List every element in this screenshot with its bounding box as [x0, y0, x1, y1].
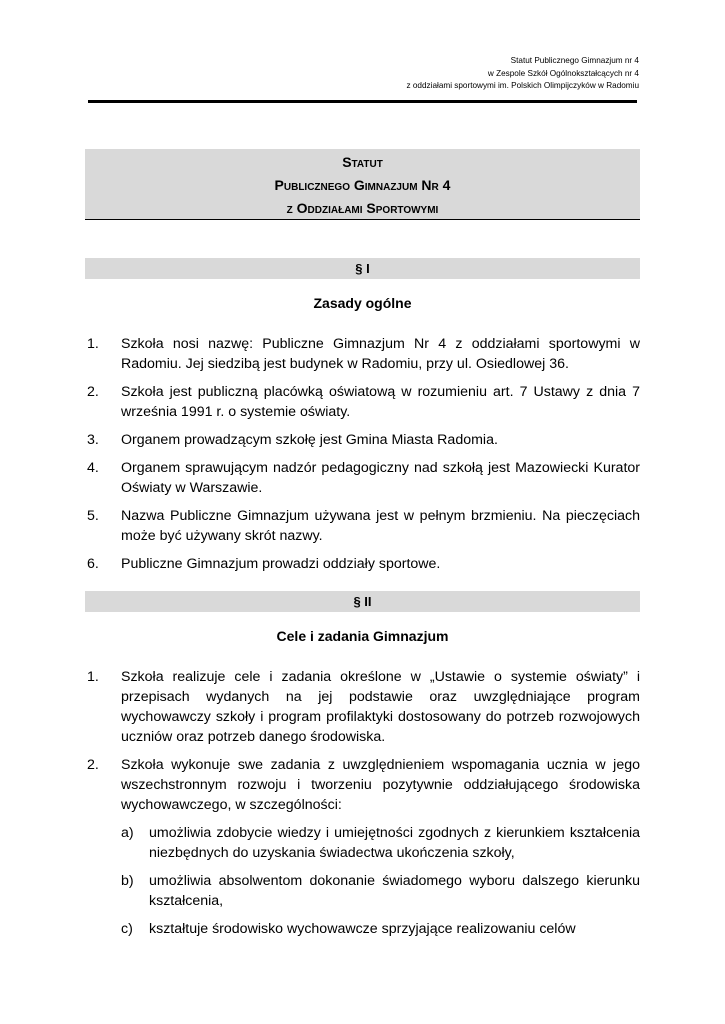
item-text: Szkoła jest publiczną placówką oświatową w rozumieniu art. 7 Ustawy z dnia 7 września 1991 r. o systemie oświaty.	[121, 384, 640, 420]
sub-item-text: umożliwia zdobycie wiedzy i umiejętności zgodnych z kierunkiem kształcenia niezbędnych do uzyskania świadectwa ukończenia szkoły,	[149, 825, 640, 861]
sub-item	[121, 871, 640, 911]
section-1-list	[85, 334, 640, 582]
item-text: Szkoła realizuje cele i zadania określone w „Ustawie o systemie oświaty” i przepisach wydanych na jej podstawie oraz uwzględniające program wychowawczy szkoły i program profilaktyki dostosowany do potrzeb rozwojowych uczniów oraz potrzeb danego środowiska.	[121, 669, 640, 745]
section-2-title: Cele i zadania Gimnazjum	[276, 628, 449, 644]
item-text: Organem sprawującym nadzór pedagogiczny nad szkołą jest Mazowiecki Kurator Oświaty w Warszawie.	[121, 460, 640, 496]
item-number: 2.	[87, 384, 99, 400]
list-item	[85, 554, 640, 574]
sub-item-text: umożliwia absolwentom dokonanie świadomego wyboru dalszego kierunku kształcenia,	[149, 873, 640, 909]
sub-item-letter: a)	[121, 825, 134, 841]
sub-item-letter: b)	[121, 873, 134, 889]
title-line-1: Statut	[342, 154, 383, 170]
section-1-title: Zasady ogólne	[313, 295, 412, 311]
item-number: 1.	[87, 336, 99, 352]
item-number: 2.	[87, 757, 99, 773]
title-line-3: z Oddziałami Sportowymi	[286, 200, 439, 216]
sub-item-letter: c)	[121, 921, 133, 937]
list-item	[85, 382, 640, 422]
item-text: Publiczne Gimnazjum prowadzi oddziały sportowe.	[121, 556, 441, 572]
sub-item-text: kształtuje środowisko wychowawcze sprzyjające realizowaniu celów	[149, 921, 576, 937]
item-number: 1.	[87, 669, 99, 685]
list-item	[85, 458, 640, 498]
item-text: Szkoła wykonuje swe zadania z uwzględnieniem wspomagania ucznia w jego wszechstronnym rozwoju i tworzeniu pozytywnie oddziałującego środowiska wychowawczego, w szczególności:	[121, 757, 640, 813]
document-title	[85, 149, 640, 220]
list-item	[85, 755, 640, 939]
item-text: Nazwa Publiczne Gimnazjum używana jest w pełnym brzmieniu. Na pieczęciach może być używany skrót nazwy.	[121, 508, 640, 544]
item-text: Szkoła nosi nazwę: Publiczne Gimnazjum Nr 4 z oddziałami sportowymi w Radomiu. Jej siedzibą jest budynek w Radomiu, przy ul. Osiedlowej 36.	[121, 336, 640, 372]
item-text: Organem prowadzącym szkołę jest Gmina Miasta Radomia.	[121, 432, 498, 448]
list-item	[85, 334, 640, 374]
item-number: 3.	[87, 432, 99, 448]
item-number: 4.	[87, 460, 99, 476]
section-1-label: § I	[85, 258, 640, 279]
item-number: 5.	[87, 508, 99, 524]
sub-item	[121, 823, 640, 863]
list-item	[85, 430, 640, 450]
item-number: 6.	[87, 556, 99, 572]
list-item	[85, 667, 640, 747]
title-line-2: Publicznego Gimnazjum Nr 4	[274, 177, 451, 193]
list-item	[85, 506, 640, 546]
section-2-label: § II	[85, 591, 640, 612]
running-header	[407, 55, 640, 93]
sub-item	[121, 919, 640, 939]
header-rule	[88, 100, 637, 103]
header-line-3: z oddziałami sportowymi im. Polskich Olimpijczyków w Radomiu	[406, 81, 639, 90]
header-line-2: w Zespole Szkół Ogólnokształcących nr 4	[487, 68, 639, 78]
section-2-list	[85, 667, 640, 947]
header-line-1: Statut Publicznego Gimnazjum nr 4	[510, 56, 639, 65]
